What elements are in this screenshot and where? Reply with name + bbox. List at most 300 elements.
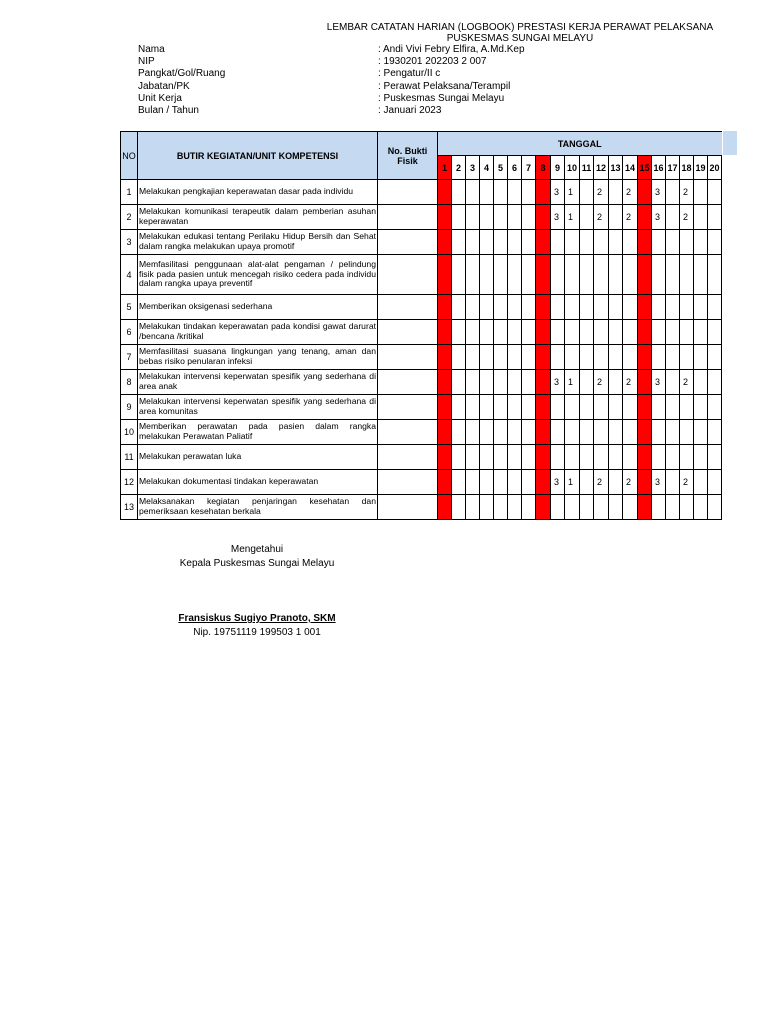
- day-cell: [680, 230, 694, 255]
- day-cell: [708, 470, 722, 495]
- day-header-4: 4: [480, 156, 494, 180]
- day-cell: [452, 345, 466, 370]
- day-cell: [623, 320, 638, 345]
- day-cell: [594, 295, 609, 320]
- day-cell: [638, 495, 652, 520]
- day-cell: [580, 230, 594, 255]
- day-cell: [480, 420, 494, 445]
- signature-name: Fransiskus Sugiyo Pranoto, SKM: [178, 613, 336, 624]
- row-evidence: [378, 470, 438, 495]
- day-cell: [638, 205, 652, 230]
- day-cell: [536, 470, 551, 495]
- day-cell: [551, 345, 565, 370]
- info-value: : Puskesmas Sungai Melayu: [378, 92, 505, 104]
- day-cell: [452, 420, 466, 445]
- day-cell: [452, 470, 466, 495]
- day-cell: [551, 420, 565, 445]
- day-cell: [508, 295, 522, 320]
- day-cell: 1: [565, 180, 580, 205]
- row-activity: Memberikan oksigenasi sederhana: [138, 295, 378, 320]
- day-cell: [536, 495, 551, 520]
- row-number: 4: [121, 255, 138, 295]
- day-header-3: 3: [466, 156, 480, 180]
- info-row: [138, 44, 538, 56]
- row-number: 12: [121, 470, 138, 495]
- day-cell: [609, 370, 623, 395]
- day-cell: [580, 345, 594, 370]
- table-row: [121, 295, 722, 320]
- day-cell: [708, 205, 722, 230]
- day-cell: [594, 320, 609, 345]
- header-evidence: No. Bukti Fisik: [378, 132, 438, 180]
- day-cell: 2: [594, 470, 609, 495]
- day-cell: [623, 230, 638, 255]
- day-cell: [480, 230, 494, 255]
- day-cell: [438, 230, 452, 255]
- day-cell: 3: [652, 180, 666, 205]
- day-cell: [666, 470, 680, 495]
- info-row: [138, 68, 538, 80]
- day-cell: [680, 295, 694, 320]
- day-cell: [580, 320, 594, 345]
- day-cell: [666, 255, 680, 295]
- row-activity: Melakukan edukasi tentang Perilaku Hidup Bersih dan Sehat dalam rangka melakukan upaya promotif: [138, 230, 378, 255]
- row-evidence: [378, 255, 438, 295]
- day-cell: [551, 320, 565, 345]
- day-cell: [609, 230, 623, 255]
- table-row: [121, 495, 722, 520]
- info-label: Nama: [138, 44, 165, 55]
- day-header-9: 9: [551, 156, 565, 180]
- day-cell: [652, 345, 666, 370]
- header-activity: BUTIR KEGIATAN/UNIT KOMPETENSI: [138, 132, 378, 180]
- day-cell: [551, 255, 565, 295]
- info-row: [138, 56, 538, 68]
- day-cell: 3: [652, 205, 666, 230]
- day-cell: [522, 445, 536, 470]
- day-cell: [508, 445, 522, 470]
- day-cell: [638, 420, 652, 445]
- day-cell: [694, 230, 708, 255]
- day-cell: [438, 495, 452, 520]
- day-cell: [638, 370, 652, 395]
- day-cell: [580, 470, 594, 495]
- day-cell: [638, 320, 652, 345]
- row-number: 13: [121, 495, 138, 520]
- day-cell: [580, 180, 594, 205]
- day-cell: [652, 395, 666, 420]
- day-cell: [609, 420, 623, 445]
- day-cell: [494, 495, 508, 520]
- day-header-2: 2: [452, 156, 466, 180]
- day-cell: [438, 205, 452, 230]
- day-cell: [666, 345, 680, 370]
- table-row: [121, 205, 722, 230]
- day-cell: [522, 470, 536, 495]
- day-cell: [680, 255, 694, 295]
- day-cell: [536, 345, 551, 370]
- day-cell: [680, 495, 694, 520]
- day-cell: [652, 495, 666, 520]
- day-cell: [694, 345, 708, 370]
- day-cell: [638, 395, 652, 420]
- day-cell: [694, 255, 708, 295]
- day-cell: [609, 255, 623, 295]
- row-activity: Melakukan pengkajian keperawatan dasar pada individu: [138, 180, 378, 205]
- row-activity: Melakukan komunikasi terapeutik dalam pemberian asuhan keperawatan: [138, 205, 378, 230]
- table-row: [121, 230, 722, 255]
- day-cell: [466, 205, 480, 230]
- day-cell: [466, 320, 480, 345]
- day-cell: [494, 395, 508, 420]
- row-activity: Melakukan perawatan luka: [138, 445, 378, 470]
- day-cell: 2: [623, 370, 638, 395]
- day-cell: [522, 180, 536, 205]
- day-cell: [466, 370, 480, 395]
- day-cell: [522, 395, 536, 420]
- day-cell: [551, 395, 565, 420]
- day-cell: [594, 255, 609, 295]
- day-cell: 2: [623, 205, 638, 230]
- day-cell: [508, 180, 522, 205]
- day-cell: 2: [594, 205, 609, 230]
- row-activity: Melakukan tindakan keperawatan pada kondisi gawat darurat /bencana /kritikal: [138, 320, 378, 345]
- day-cell: [536, 445, 551, 470]
- day-cell: [565, 395, 580, 420]
- day-header-15: 15: [638, 156, 652, 180]
- row-activity: Memfasilitasi suasana lingkungan yang tenang, aman dan bebas risiko penularan infeksi: [138, 345, 378, 370]
- day-cell: [522, 495, 536, 520]
- day-cell: [480, 255, 494, 295]
- row-evidence: [378, 395, 438, 420]
- day-cell: [666, 445, 680, 470]
- day-cell: [480, 470, 494, 495]
- day-cell: [580, 370, 594, 395]
- day-header-16: 16: [652, 156, 666, 180]
- info-label: Pangkat/Gol/Ruang: [138, 68, 226, 80]
- day-cell: [466, 495, 480, 520]
- day-cell: [466, 255, 480, 295]
- day-header-17: 17: [666, 156, 680, 180]
- day-cell: [438, 345, 452, 370]
- day-cell: [494, 345, 508, 370]
- day-cell: [638, 255, 652, 295]
- day-cell: [666, 320, 680, 345]
- day-cell: [480, 180, 494, 205]
- day-cell: [565, 320, 580, 345]
- info-row: [138, 81, 538, 93]
- day-cell: [594, 445, 609, 470]
- row-evidence: [378, 345, 438, 370]
- day-cell: [508, 230, 522, 255]
- day-cell: [438, 370, 452, 395]
- day-cell: [708, 320, 722, 345]
- row-activity: Melaksanakan kegiatan penjaringan kesehatan dan pemeriksaan kesehatan berkala: [138, 495, 378, 520]
- day-cell: [623, 345, 638, 370]
- day-cell: [522, 320, 536, 345]
- info-value: : Januari 2023: [378, 104, 442, 116]
- row-evidence: [378, 370, 438, 395]
- day-cell: [452, 320, 466, 345]
- table-row: [121, 180, 722, 205]
- row-evidence: [378, 420, 438, 445]
- logbook-table: [120, 131, 722, 520]
- day-cell: [565, 445, 580, 470]
- day-cell: [494, 295, 508, 320]
- day-cell: [638, 295, 652, 320]
- day-cell: [494, 180, 508, 205]
- day-cell: [452, 180, 466, 205]
- day-cell: [466, 180, 480, 205]
- day-cell: [494, 205, 508, 230]
- day-cell: [551, 495, 565, 520]
- day-cell: [609, 495, 623, 520]
- day-cell: [666, 230, 680, 255]
- day-cell: [609, 205, 623, 230]
- row-evidence: [378, 180, 438, 205]
- day-cell: [638, 470, 652, 495]
- day-cell: [522, 255, 536, 295]
- document-title-line1: LEMBAR CATATAN HARIAN (LOGBOOK) PRESTASI KERJA PERAWAT PELAKSANA: [326, 22, 714, 33]
- day-cell: [652, 420, 666, 445]
- day-cell: 2: [680, 470, 694, 495]
- day-cell: [694, 370, 708, 395]
- signature-nip: Nip. 19751119 199503 1 001: [193, 627, 321, 638]
- day-cell: [708, 370, 722, 395]
- row-number: 11: [121, 445, 138, 470]
- day-cell: [565, 255, 580, 295]
- row-number: 5: [121, 295, 138, 320]
- row-number: 6: [121, 320, 138, 345]
- day-cell: [438, 295, 452, 320]
- day-cell: [536, 420, 551, 445]
- day-cell: [452, 495, 466, 520]
- row-evidence: [378, 320, 438, 345]
- day-cell: [708, 495, 722, 520]
- day-cell: [466, 470, 480, 495]
- day-cell: [623, 445, 638, 470]
- day-cell: 3: [551, 180, 565, 205]
- day-cell: [652, 255, 666, 295]
- row-activity: Melakukan intervensi keperwatan spesifik yang sederhana di area komunitas: [138, 395, 378, 420]
- day-cell: [708, 445, 722, 470]
- day-cell: [508, 495, 522, 520]
- day-cell: [452, 370, 466, 395]
- day-cell: [694, 420, 708, 445]
- day-cell: [694, 205, 708, 230]
- day-cell: [638, 345, 652, 370]
- day-header-5: 5: [494, 156, 508, 180]
- day-cell: [594, 345, 609, 370]
- employee-info: [138, 44, 538, 117]
- day-cell: [466, 345, 480, 370]
- table-row: [121, 370, 722, 395]
- day-cell: 3: [551, 205, 565, 230]
- day-cell: [551, 230, 565, 255]
- day-cell: [438, 320, 452, 345]
- day-header-18: 18: [680, 156, 694, 180]
- day-cell: [452, 395, 466, 420]
- row-activity: Memberikan perawatan pada pasien dalam rangka melakukan Perawatan Paliatif: [138, 420, 378, 445]
- day-cell: [452, 230, 466, 255]
- day-cell: 2: [680, 205, 694, 230]
- table-row: [121, 470, 722, 495]
- day-cell: [452, 255, 466, 295]
- day-cell: [580, 295, 594, 320]
- day-cell: [536, 230, 551, 255]
- day-cell: [551, 445, 565, 470]
- day-cell: [666, 205, 680, 230]
- table-row: [121, 445, 722, 470]
- document-title-line2: PUSKESMAS SUNGAI MELAYU: [446, 33, 594, 44]
- day-cell: [508, 255, 522, 295]
- day-cell: [623, 420, 638, 445]
- info-row: [138, 105, 538, 117]
- day-cell: [623, 295, 638, 320]
- table-row: [121, 255, 722, 295]
- info-value: : Pengatur/II c: [378, 68, 441, 80]
- day-cell: [522, 370, 536, 395]
- day-cell: [536, 320, 551, 345]
- day-cell: [452, 295, 466, 320]
- day-cell: [638, 180, 652, 205]
- day-cell: [708, 230, 722, 255]
- table-row: [121, 320, 722, 345]
- day-cell: [680, 345, 694, 370]
- day-cell: [522, 295, 536, 320]
- day-cell: [480, 205, 494, 230]
- day-cell: 3: [652, 370, 666, 395]
- day-cell: [680, 320, 694, 345]
- day-header-19: 19: [694, 156, 708, 180]
- day-cell: [694, 180, 708, 205]
- day-cell: [609, 295, 623, 320]
- day-cell: [480, 495, 494, 520]
- day-cell: [580, 420, 594, 445]
- day-cell: [480, 445, 494, 470]
- row-number: 3: [121, 230, 138, 255]
- day-cell: [551, 295, 565, 320]
- day-cell: [680, 395, 694, 420]
- info-label: Unit Kerja: [138, 92, 182, 104]
- day-cell: [594, 395, 609, 420]
- day-cell: 1: [565, 470, 580, 495]
- day-cell: [480, 370, 494, 395]
- day-cell: [466, 420, 480, 445]
- day-cell: [494, 255, 508, 295]
- day-cell: [594, 230, 609, 255]
- day-header-13: 13: [609, 156, 623, 180]
- row-activity: Melakukan dokumentasi tindakan keperawatan: [138, 470, 378, 495]
- day-cell: [580, 445, 594, 470]
- row-number: 8: [121, 370, 138, 395]
- day-header-14: 14: [623, 156, 638, 180]
- day-cell: [652, 230, 666, 255]
- day-cell: [480, 320, 494, 345]
- day-cell: [623, 255, 638, 295]
- day-cell: [494, 370, 508, 395]
- day-header-7: 7: [522, 156, 536, 180]
- day-cell: [536, 205, 551, 230]
- day-cell: 2: [594, 180, 609, 205]
- day-cell: [623, 495, 638, 520]
- row-activity: Melakukan intervensi keperwatan spesifik yang sederhana di area anak: [138, 370, 378, 395]
- row-number: 2: [121, 205, 138, 230]
- day-cell: [480, 295, 494, 320]
- header-tanggal: TANGGAL: [438, 132, 722, 156]
- day-cell: [536, 395, 551, 420]
- day-cell: [694, 495, 708, 520]
- day-cell: 1: [565, 370, 580, 395]
- day-cell: [708, 255, 722, 295]
- day-cell: [609, 395, 623, 420]
- info-label: Jabatan/PK: [138, 80, 190, 92]
- info-value: : 1930201 202203 2 007: [378, 56, 487, 68]
- day-header-1: 1: [438, 156, 452, 180]
- info-label: Bulan / Tahun: [138, 104, 199, 116]
- day-cell: [522, 345, 536, 370]
- day-cell: [594, 420, 609, 445]
- day-cell: [480, 345, 494, 370]
- signature-known: Mengetahui: [230, 544, 284, 555]
- day-cell: [565, 345, 580, 370]
- day-cell: 2: [680, 370, 694, 395]
- day-cell: [680, 420, 694, 445]
- day-cell: [508, 395, 522, 420]
- day-cell: [638, 445, 652, 470]
- day-cell: [565, 230, 580, 255]
- row-evidence: [378, 295, 438, 320]
- day-header-6: 6: [508, 156, 522, 180]
- day-cell: [494, 320, 508, 345]
- day-cell: [666, 295, 680, 320]
- day-cell: [536, 295, 551, 320]
- day-cell: [438, 470, 452, 495]
- day-cell: 3: [652, 470, 666, 495]
- day-cell: 2: [680, 180, 694, 205]
- day-cell: [623, 395, 638, 420]
- day-cell: [694, 295, 708, 320]
- info-row: [138, 93, 538, 105]
- day-cell: [680, 445, 694, 470]
- day-cell: [708, 420, 722, 445]
- day-cell: [666, 420, 680, 445]
- day-cell: [580, 395, 594, 420]
- day-cell: [652, 295, 666, 320]
- day-cell: [536, 370, 551, 395]
- day-cell: [508, 470, 522, 495]
- day-cell: [508, 420, 522, 445]
- day-cell: [452, 445, 466, 470]
- row-number: 10: [121, 420, 138, 445]
- day-cell: [508, 205, 522, 230]
- day-cell: [666, 180, 680, 205]
- day-cell: [694, 320, 708, 345]
- day-cell: [638, 230, 652, 255]
- day-cell: [438, 180, 452, 205]
- day-header-8: 8: [536, 156, 551, 180]
- day-cell: [652, 445, 666, 470]
- day-cell: [708, 180, 722, 205]
- day-cell: [594, 495, 609, 520]
- row-evidence: [378, 205, 438, 230]
- day-cell: [522, 205, 536, 230]
- row-number: 1: [121, 180, 138, 205]
- day-cell: [580, 255, 594, 295]
- day-cell: [494, 420, 508, 445]
- day-cell: [694, 395, 708, 420]
- day-cell: [609, 470, 623, 495]
